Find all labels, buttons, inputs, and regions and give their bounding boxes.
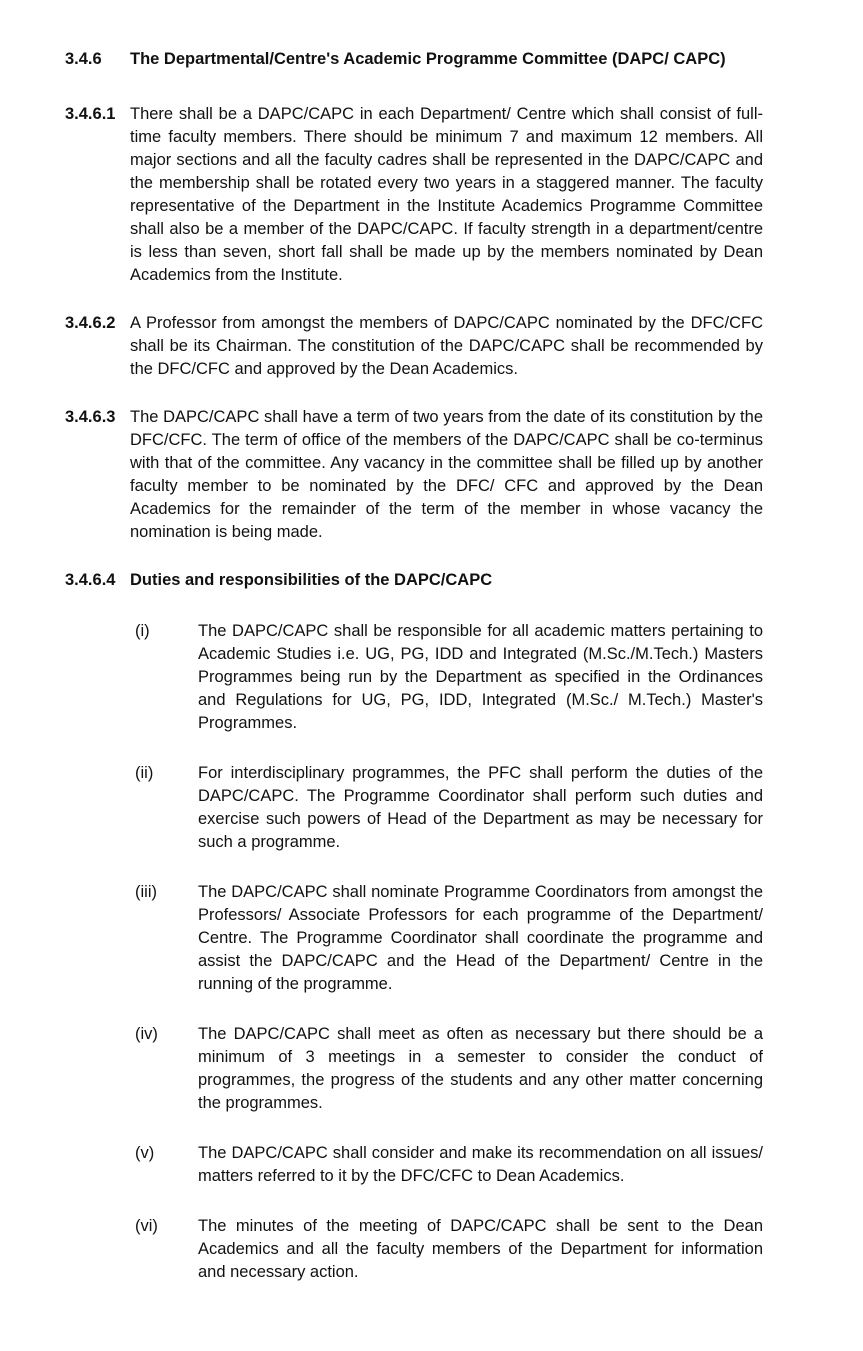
list-item xyxy=(135,1142,763,1188)
list-item xyxy=(135,1215,763,1284)
paragraph-text: There shall be a DAPC/CAPC in each Department/ Centre which shall consist of full-time faculty members. There should be minimum 7 and maximum 12 members. All major sections and all the faculty cadres shall be represented in the DAPC/CAPC and the membership shall be rotated every two years in a staggered manner. The faculty representative of the Department in the Institute Academics Programme Committee shall also be a member of the DAPC/CAPC. If faculty strength in a department/centre is less than seven, short fall shall be made up by the members nominated by Dean Academics from the Institute. xyxy=(130,105,763,284)
list-item-text: The DAPC/CAPC shall be responsible for all academic matters pertaining to Academic Studies i.e. UG, PG, IDD and Integrated (M.Sc./M.Tech.) Masters Programmes being run by the Department as specified in the Ordinances and Regulations for UG, PG, IDD, Integrated (M.Sc./ M.Tech.) Master's Programmes. xyxy=(198,622,763,732)
list-item xyxy=(135,620,763,735)
list-item xyxy=(135,881,763,996)
paragraph-text: A Professor from amongst the members of DAPC/CAPC nominated by the DFC/CFC shall be its Chairman. The constitution of the DAPC/CAPC shall be recommended by the DFC/CFC and approved by the Dean Academics. xyxy=(130,314,763,378)
subsection-heading xyxy=(65,569,763,592)
subsection-number: 3.4.6.4 xyxy=(65,571,116,589)
section-number: 3.4.6 xyxy=(65,50,102,68)
list-item xyxy=(135,762,763,854)
list-item-text: The DAPC/CAPC shall meet as often as necessary but there should be a minimum of 3 meetings in a semester to consider the conduct of programmes, the progress of the students and any other matter concerning the programmes. xyxy=(198,1025,763,1112)
paragraph xyxy=(65,406,763,544)
section-heading xyxy=(65,48,763,71)
list-item-label: (ii) xyxy=(135,764,154,782)
list-item-label: (vi) xyxy=(135,1217,158,1235)
subsection-title: Duties and responsibilities of the DAPC/CAPC xyxy=(130,571,493,589)
list-item-text: The DAPC/CAPC shall nominate Programme Coordinators from amongst the Professors/ Associate Professors for each programme of the Department/ Centre. The Programme Coordinator shall coordinate the programme and assist the DAPC/CAPC and the Head of the Department/ Centre in the running of the programme. xyxy=(198,883,763,993)
list-item-label: (v) xyxy=(135,1144,155,1162)
list-item-label: (iii) xyxy=(135,883,157,901)
list-item xyxy=(135,1023,763,1115)
list-item-label: (iv) xyxy=(135,1025,158,1043)
list-item-text: The minutes of the meeting of DAPC/CAPC shall be sent to the Dean Academics and all the faculty members of the Department for information and necessary action. xyxy=(198,1217,763,1281)
paragraph-number: 3.4.6.1 xyxy=(65,105,116,123)
list-item-label: (i) xyxy=(135,622,150,640)
paragraph-text: The DAPC/CAPC shall have a term of two years from the date of its constitution by the DFC/CFC. The term of office of the members of the DAPC/CAPC shall be co-terminus with that of the committee. Any vacancy in the committee shall be filled up by another faculty member to be nominated by the DFC/ CFC and approved by the Dean Academics for the remainder of the term of the member in whose vacancy the nomination is being made. xyxy=(130,408,763,541)
list-item-text: For interdisciplinary programmes, the PFC shall perform the duties of the DAPC/CAPC. The Programme Coordinator shall perform such duties and exercise such powers of Head of the Department as may be necessary for such a programme. xyxy=(198,764,763,851)
paragraph xyxy=(65,312,763,381)
paragraph xyxy=(65,103,763,287)
paragraph-number: 3.4.6.3 xyxy=(65,408,116,426)
list-item-text: The DAPC/CAPC shall consider and make its recommendation on all issues/ matters referred to it by the DFC/CFC to Dean Academics. xyxy=(198,1144,763,1185)
paragraph-number: 3.4.6.2 xyxy=(65,314,116,332)
section-title: The Departmental/Centre's Academic Programme Committee (DAPC/ CAPC) xyxy=(130,50,726,68)
